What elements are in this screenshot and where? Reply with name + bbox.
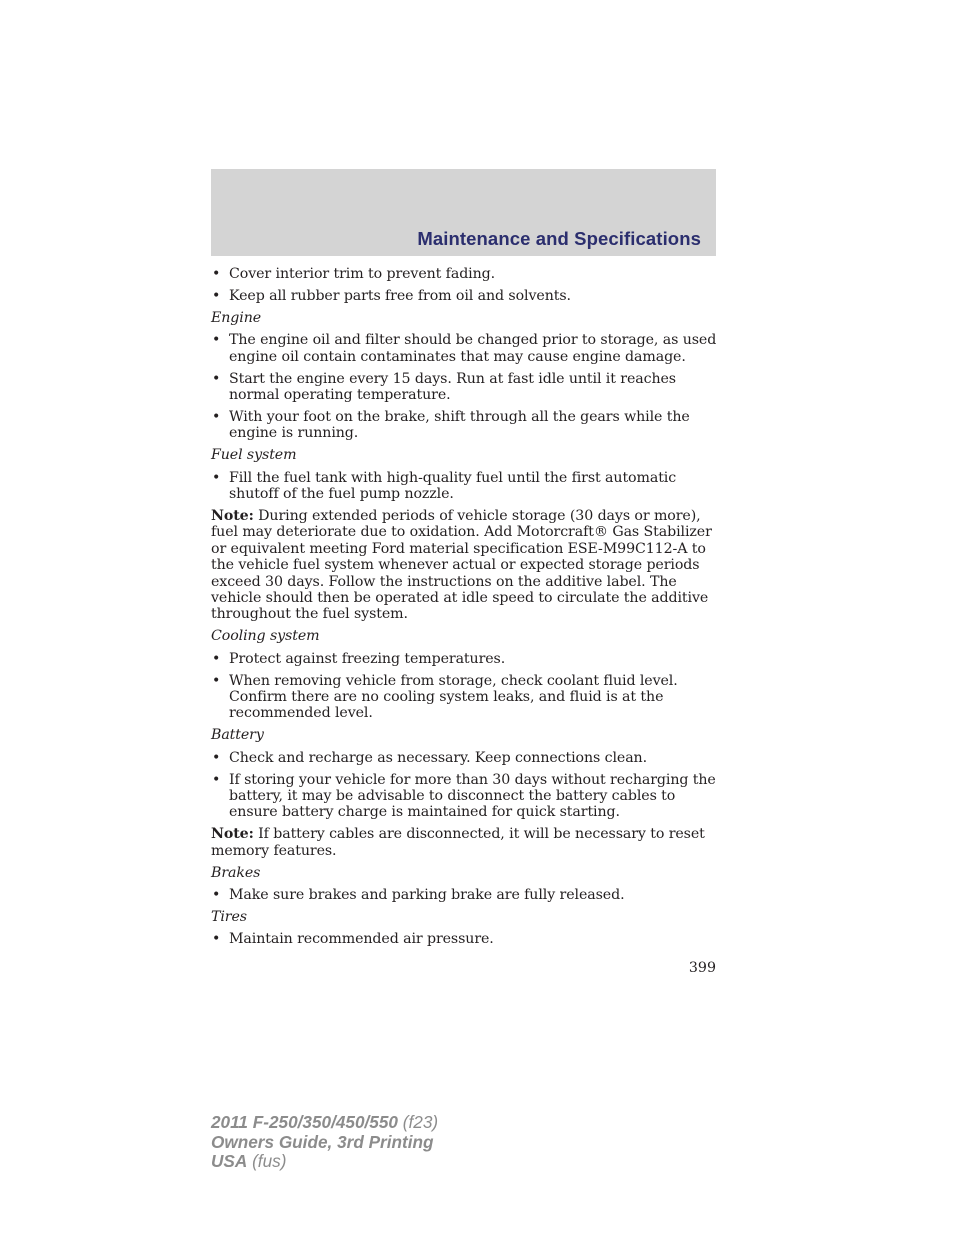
section-title: Maintenance and Specifications <box>417 228 701 249</box>
list-item: • Start the engine every 15 days. Run at fast idle until it reaches normal operating temperature. <box>211 371 717 404</box>
page-content <box>211 266 717 953</box>
list-item: • Make sure brakes and parking brake are fully released. <box>211 887 717 903</box>
footer-line-model: 2011 F-250/350/450/550 (f23) <box>211 1112 439 1132</box>
battery-heading: Battery <box>211 727 264 744</box>
list-item: • When removing vehicle from storage, check coolant fluid level. Confirm there are no cooling system leaks, and fluid is at the recommended level. <box>211 673 717 722</box>
fuel-system-heading: Fuel system <box>211 447 297 464</box>
tires-list <box>211 931 717 947</box>
list-item: • Cover interior trim to prevent fading. <box>211 266 717 282</box>
list-item: • Maintain recommended air pressure. <box>211 931 717 947</box>
fuel-note <box>211 508 717 623</box>
list-item: • Check and recharge as necessary. Keep connections clean. <box>211 750 717 766</box>
battery-list <box>211 750 717 821</box>
section-header-bar <box>211 169 716 256</box>
engine-list <box>211 332 717 441</box>
intro-list <box>211 266 717 304</box>
note-text: During extended periods of vehicle storage (30 days or more), fuel may deteriorate due to oxidation. Add Motorcraft® Gas Stabilizer or equivalent meeting Ford material specification ESE-M99C112-A to the vehicle fuel system whenever actual or expected storage periods exceed 30 days. Follow the instructions on the additive label. The vehicle should then be operated at idle speed to circulate the additive throughout the fuel system. <box>211 507 712 623</box>
battery-note <box>211 826 717 859</box>
list-item: • Protect against freezing temperatures. <box>211 651 717 667</box>
list-item: • If storing your vehicle for more than 30 days without recharging the battery, it may be advisable to disconnect the battery cables to ensure battery charge is maintained for quick starting. <box>211 772 717 821</box>
brakes-heading: Brakes <box>211 864 261 881</box>
list-item: • Fill the fuel tank with high-quality fuel until the first automatic shutoff of the fuel pump nozzle. <box>211 470 717 503</box>
list-item: • With your foot on the brake, shift through all the gears while the engine is running. <box>211 409 717 442</box>
note-label: Note: <box>211 507 254 524</box>
list-item: • Keep all rubber parts free from oil and solvents. <box>211 288 717 304</box>
fuel-system-list <box>211 470 717 503</box>
cooling-system-list <box>211 651 717 722</box>
cooling-system-heading: Cooling system <box>211 628 320 645</box>
note-text: If battery cables are disconnected, it will be necessary to reset memory features. <box>211 826 705 859</box>
document-footer <box>211 1113 438 1172</box>
tires-heading: Tires <box>211 908 247 925</box>
footer-line-edition: Owners Guide, 3rd Printing <box>211 1131 434 1152</box>
brakes-list <box>211 887 717 903</box>
footer-line-region: USA (fus) <box>211 1151 287 1171</box>
list-item: • The engine oil and filter should be changed prior to storage, as used engine oil contain contaminates that may cause engine damage. <box>211 332 717 365</box>
engine-heading: Engine <box>211 309 262 326</box>
page-number: 399 <box>688 960 716 976</box>
note-label: Note: <box>211 826 254 843</box>
